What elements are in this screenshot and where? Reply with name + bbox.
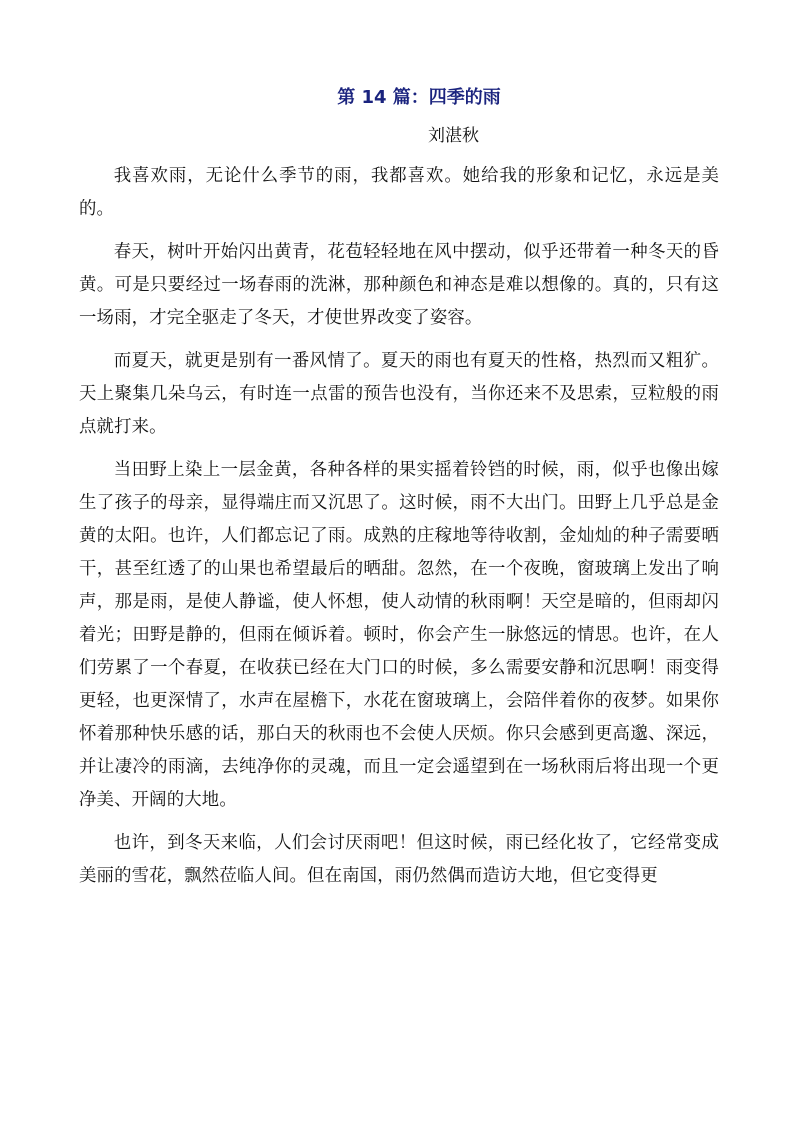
paragraph: 也许，到冬天来临，人们会讨厌雨吧！但这时候，雨已经化妆了，它经常变成美丽的雪花，飘然莅临人间。但在南国，雨仍然偶而造访大地，但它变得更 [79, 833, 719, 886]
paragraph: 而夏天，就更是别有一番风情了。夏天的雨也有夏天的性格，热烈而又粗犷。天上聚集几朵乌云，有时连一点雷的预告也没有，当你还来不及思索，豆粒般的雨点就打来。 [79, 351, 719, 437]
article-author: 刘湛秋 [428, 126, 479, 146]
paragraph: 春天，树叶开始闪出黄青，花苞轻轻地在风中摆动，似乎还带着一种冬天的昏黄。可是只要经过一场春雨的洗淋，那种颜色和神态是难以想像的。真的，只有这一场雨，才完全驱走了冬天，才使世界改变了姿容。 [79, 242, 719, 328]
article-title: 第 14 篇：四季的雨 [337, 87, 501, 108]
paragraph: 我喜欢雨，无论什么季节的雨，我都喜欢。她给我的形象和记忆，永远是美的。 [79, 166, 719, 219]
article-body [79, 160, 719, 903]
paragraph: 当田野上染上一层金黄，各种各样的果实摇着铃铛的时候，雨，似乎也像出嫁生了孩子的母亲，显得端庄而又沉思了。这时候，雨不大出门。田野上几乎总是金黄的太阳。也许，人们都忘记了雨。成熟的庄稼地等待收割，金灿灿的种子需要晒干，甚至红透了的山果也希望最后的晒甜。忽然，在一个夜晚，窗玻璃上发出了响声，那是雨，是使人静谧，使人怀想，使人动情的秋雨啊！天空是暗的，但雨却闪着光；田野是静的，但雨在倾诉着。顿时，你会产生一脉悠远的情思。也许，在人们劳累了一个春夏，在收获已经在大门口的时候，多么需要安静和沉思啊！雨变得更轻，也更深情了，水声在屋檐下，水花在窗玻璃上，会陪伴着你的夜梦。如果你怀着那种快乐感的话，那白天的秋雨也不会使人厌烦。你只会感到更高邈、深远，并让凄冷的雨滴，去纯净你的灵魂，而且一定会遥望到在一场秋雨后将出现一个更净美、开阔的大地。 [79, 460, 719, 810]
